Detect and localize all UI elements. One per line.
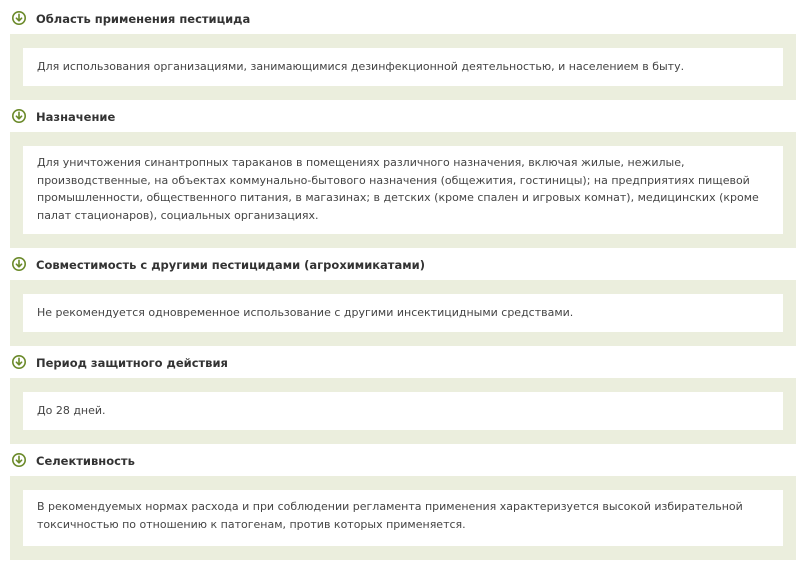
section-body: [10, 132, 796, 248]
circle-arrow-down-icon[interactable]: [12, 355, 26, 369]
section-text: Для использования организациями, занимающимися дезинфекционной деятельностью, и населением в быту.: [37, 60, 685, 73]
section-body: [10, 34, 796, 100]
section-header[interactable]: [0, 254, 800, 276]
section-content-box: [23, 294, 783, 332]
section-content-box: [23, 392, 783, 430]
circle-arrow-down-icon[interactable]: [12, 257, 26, 271]
section-header[interactable]: [0, 352, 800, 374]
section-text: В рекомендуемых нормах расхода и при соблюдении регламента применения характеризуется высокой избирательной токсичностью по отношению к патогенам, против которых применяется.: [37, 500, 743, 531]
section-header[interactable]: [0, 106, 800, 128]
section-header[interactable]: [0, 450, 800, 472]
circle-arrow-down-icon[interactable]: [12, 453, 26, 467]
circle-arrow-down-icon[interactable]: [12, 11, 26, 25]
section-body: [10, 280, 796, 346]
section-title[interactable]: Селективность: [36, 454, 135, 468]
section-title[interactable]: Назначение: [36, 110, 116, 124]
section-body: [10, 476, 796, 560]
section-content-box: [23, 490, 783, 546]
section-application-area: [0, 8, 800, 100]
section-title[interactable]: Совместимость с другими пестицидами (агрохимикатами): [36, 258, 425, 272]
section-compatibility: [0, 254, 800, 346]
section-protection-period: [0, 352, 800, 444]
section-selectivity: [0, 450, 800, 560]
section-content-box: [23, 48, 783, 86]
section-header[interactable]: [0, 8, 800, 30]
section-text: До 28 дней.: [37, 404, 106, 417]
section-content-box: [23, 146, 783, 234]
section-text: Не рекомендуется одновременное использование с другими инсектицидными средствами.: [37, 306, 574, 319]
section-purpose: [0, 106, 800, 248]
section-title[interactable]: Область применения пестицида: [36, 12, 251, 26]
circle-arrow-down-icon[interactable]: [12, 109, 26, 123]
section-body: [10, 378, 796, 444]
section-text: Для уничтожения синантропных тараканов в помещениях различного назначения, включая жилые, нежилые, производственные, на объектах коммунально-бытового назначения (общежития, гостиницы); на предприятиях пищевой промышленности, общественного питания, в магазинах; в детских (кроме спален и игровых комнат), медицинских (кроме палат стационаров), социальных организациях.: [37, 156, 759, 222]
section-title[interactable]: Период защитного действия: [36, 356, 228, 370]
